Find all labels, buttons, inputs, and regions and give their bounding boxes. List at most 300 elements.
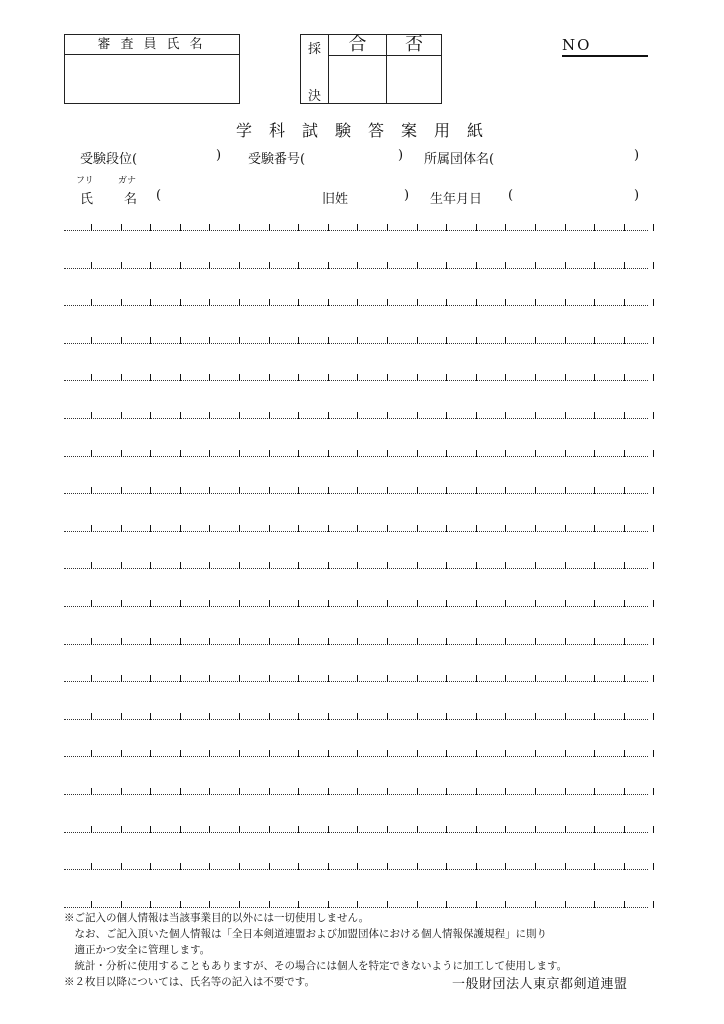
answer-line-tick [535,863,536,870]
answer-line-tick [91,450,92,457]
answer-line-tick [328,337,329,344]
answer-line-tick [357,337,358,344]
name-label-2: 名 [124,192,138,207]
answer-line-tick [121,525,122,532]
answer-line-tick [387,262,388,269]
answer-line-tick [476,412,477,419]
former-name-field[interactable] [352,188,398,205]
answer-line-tick [298,826,299,833]
answer-line-tick [269,750,270,757]
answer-line-tick [298,374,299,381]
answer-line-tick [91,638,92,645]
answer-line-tick [417,638,418,645]
answer-line-tick [357,638,358,645]
answer-line-tick [150,299,151,306]
answer-line-tick [624,600,625,607]
answer-line-tick [417,562,418,569]
answer-line-tick [121,262,122,269]
answer-line-tick [269,450,270,457]
fail-mark-field[interactable] [387,56,441,103]
answer-line-tick [505,901,506,908]
answer-line-tick [594,826,595,833]
answer-line [64,719,648,720]
answer-line-tick [298,750,299,757]
answer-line-tick [505,863,506,870]
answer-line-tick [446,788,447,795]
answer-line-tick [209,337,210,344]
answer-line-tick [328,788,329,795]
answer-line-tick [328,562,329,569]
answer-line-tick [653,713,654,720]
answer-line-tick [180,337,181,344]
answer-line-tick [476,901,477,908]
decision-label-top: 採 [307,42,321,57]
answer-line-tick [239,525,240,532]
answer-line-tick [446,638,447,645]
answer-line-tick [239,600,240,607]
birthdate-label: 生年月日 [430,192,483,207]
answer-line-tick [239,562,240,569]
answer-line-tick [328,826,329,833]
answer-line-tick [91,525,92,532]
answer-line-tick [328,487,329,494]
answer-line-tick [594,901,595,908]
answer-line-tick [269,299,270,306]
answer-line-tick [180,412,181,419]
answer-line-tick [357,788,358,795]
answer-line-tick [209,299,210,306]
answer-line-tick [328,713,329,720]
answer-line-tick [150,713,151,720]
answer-line-tick [387,562,388,569]
answer-line-tick [653,562,654,569]
answer-line-tick [357,901,358,908]
answer-line-tick [417,750,418,757]
answer-line [64,568,648,569]
answer-line-tick [357,750,358,757]
privacy-note-3: 適正かつ安全に管理します。 [64,944,211,956]
answer-line-tick [298,299,299,306]
answer-line-tick [417,600,418,607]
answer-line [64,644,648,645]
answer-line-tick [269,713,270,720]
answer-line-tick [209,713,210,720]
answer-line-tick [239,638,240,645]
answer-line-tick [209,750,210,757]
answer-line-tick [150,600,151,607]
answer-line [64,343,648,344]
grade-close: ) [216,148,222,163]
answer-line-tick [180,374,181,381]
answer-line-tick [505,224,506,231]
answer-line-tick [653,337,654,344]
answer-line [64,606,648,607]
answer-line-tick [535,638,536,645]
answer-line-tick [653,450,654,457]
answer-line-tick [476,262,477,269]
answer-line-tick [624,224,625,231]
answer-line-tick [387,788,388,795]
answer-line-tick [239,826,240,833]
answer-line-tick [357,600,358,607]
answer-line-tick [180,901,181,908]
answer-line-tick [653,262,654,269]
answer-line-tick [209,412,210,419]
answer-line-tick [624,863,625,870]
answer-line-tick [269,600,270,607]
answer-line-tick [535,901,536,908]
answer-line-tick [91,262,92,269]
answer-line-tick [298,337,299,344]
answer-line-tick [624,374,625,381]
answer-line-tick [535,525,536,532]
answer-line-tick [91,374,92,381]
answer-line-tick [209,224,210,231]
answer-line-tick [476,374,477,381]
answer-line-tick [298,487,299,494]
answer-line-tick [417,337,418,344]
answer-line-tick [209,525,210,532]
answer-line-tick [594,299,595,306]
answer-line-tick [121,450,122,457]
answer-line [64,493,648,494]
answer-line-tick [150,901,151,908]
answer-line-tick [91,224,92,231]
answer-line-tick [357,412,358,419]
answer-line-tick [624,487,625,494]
answer-line-tick [150,374,151,381]
answer-line-tick [239,788,240,795]
name-field[interactable] [166,188,316,205]
answer-line-tick [505,374,506,381]
answer-line-tick [357,224,358,231]
answer-line-tick [594,788,595,795]
answer-line-tick [476,299,477,306]
answer-line-tick [387,487,388,494]
answer-line-tick [505,675,506,682]
examiner-name-field[interactable] [65,56,239,103]
answer-line-tick [150,675,151,682]
furigana-label-2: ガナ [118,176,137,186]
former-name-label: 旧姓 [322,192,349,207]
answer-line-tick [565,525,566,532]
answer-line-tick [150,863,151,870]
answer-line-tick [594,713,595,720]
answer-line-tick [565,262,566,269]
answer-line-tick [298,450,299,457]
answer-line [64,418,648,419]
answer-line-tick [565,863,566,870]
answer-line-tick [328,450,329,457]
answer-line-tick [239,262,240,269]
answer-line-tick [328,412,329,419]
answer-line-tick [594,525,595,532]
answer-line-tick [91,788,92,795]
second-sheet-note: ※２枚目以降については、氏名等の記入は不要です。 [64,976,315,988]
answer-line-tick [180,525,181,532]
answer-line-tick [387,713,388,720]
answer-line-tick [357,713,358,720]
answer-line-tick [298,788,299,795]
answer-line-tick [209,675,210,682]
answer-line-tick [121,675,122,682]
answer-line-tick [150,487,151,494]
answer-line-tick [91,562,92,569]
answer-line-tick [446,374,447,381]
answer-line-tick [121,374,122,381]
pass-mark-field[interactable] [329,56,386,103]
answer-line-tick [476,337,477,344]
answer-line-tick [91,901,92,908]
answer-line-tick [446,525,447,532]
answer-line-tick [180,788,181,795]
answer-line-tick [91,713,92,720]
answer-line-tick [357,262,358,269]
decision-box [300,34,442,104]
answer-line-tick [653,826,654,833]
answer-line-tick [446,750,447,757]
answer-line-tick [565,562,566,569]
answer-line-tick [121,600,122,607]
answer-line-tick [239,750,240,757]
answer-line-tick [535,374,536,381]
answer-line-tick [565,374,566,381]
answer-line-tick [446,337,447,344]
answer-line-tick [535,299,536,306]
answer-line-tick [239,675,240,682]
answer-line-tick [653,675,654,682]
answer-line-tick [387,374,388,381]
answer-line-tick [121,299,122,306]
answer-line-tick [121,788,122,795]
answer-line-tick [417,299,418,306]
answer-line-tick [269,337,270,344]
organization-close: ) [634,148,640,163]
answer-line-tick [653,901,654,908]
answer-line-tick [624,750,625,757]
answer-line-tick [535,450,536,457]
answer-line-tick [209,262,210,269]
answer-line-tick [594,224,595,231]
answer-line-tick [417,262,418,269]
answer-line-tick [387,412,388,419]
answer-line-tick [653,750,654,757]
answer-line-tick [565,299,566,306]
answer-line-tick [446,826,447,833]
answer-line-tick [565,600,566,607]
answer-line-tick [565,675,566,682]
answer-line-tick [91,600,92,607]
answer-line-tick [180,713,181,720]
answer-line-tick [91,337,92,344]
answer-line-tick [298,412,299,419]
answer-line-tick [417,788,418,795]
answer-line-tick [387,638,388,645]
answer-line-tick [180,826,181,833]
answer-line-tick [417,374,418,381]
answer-line [64,756,648,757]
answer-line-tick [180,638,181,645]
answer-line [64,907,648,908]
answer-line-tick [298,675,299,682]
answer-line-tick [387,863,388,870]
answer-line-tick [535,826,536,833]
answer-line-tick [121,826,122,833]
answer-line-tick [328,262,329,269]
answer-line-tick [505,713,506,720]
answer-line-tick [121,713,122,720]
answer-line-tick [446,450,447,457]
answer-line-tick [446,675,447,682]
answer-line-tick [328,901,329,908]
answer-line-tick [269,262,270,269]
answer-line-tick [121,638,122,645]
answer-line-tick [387,337,388,344]
answer-line-tick [91,299,92,306]
answer-line-tick [446,299,447,306]
page-title: 学科試験答案用紙 [235,121,500,140]
answer-line-tick [505,600,506,607]
answer-line-tick [180,299,181,306]
answer-line-tick [505,750,506,757]
answer-line-tick [446,487,447,494]
answer-line-tick [446,562,447,569]
answer-line-tick [565,450,566,457]
answer-line-tick [505,450,506,457]
answer-line-tick [565,713,566,720]
answer-line-tick [505,412,506,419]
answer-line-tick [417,487,418,494]
answer-line-tick [180,450,181,457]
answer-line-tick [594,374,595,381]
answer-line-tick [239,450,240,457]
answer-line-tick [298,262,299,269]
answer-line-tick [594,262,595,269]
furigana-label-1: フリ [76,176,94,186]
answer-line-tick [180,750,181,757]
answer-line-tick [387,600,388,607]
answer-line-tick [476,863,477,870]
answer-line-tick [565,750,566,757]
answer-line-tick [150,224,151,231]
answer-line-tick [505,562,506,569]
answer-line-tick [535,262,536,269]
answer-line-tick [624,337,625,344]
privacy-note-1: ※ご記入の個人情報は当該事業目的以外には一切使用しません。 [64,912,370,924]
answer-line-tick [269,638,270,645]
answer-line [64,305,648,306]
answer-line [64,268,648,269]
answer-line-tick [328,224,329,231]
organization-label: 所属団体名( [424,152,495,167]
answer-line-tick [535,224,536,231]
answer-line-tick [476,562,477,569]
answer-line-tick [417,525,418,532]
answer-line-tick [565,901,566,908]
answer-line-tick [121,337,122,344]
answer-line-tick [298,863,299,870]
answer-line-tick [387,299,388,306]
privacy-note-4: 統計・分析に使用することもありますが、その場合には個人を特定できないように加工して使用します。 [64,960,568,972]
answer-line-tick [505,262,506,269]
answer-line-tick [476,450,477,457]
answer-line-tick [476,750,477,757]
answer-line-tick [476,675,477,682]
answer-line-tick [417,412,418,419]
answer-line-tick [121,224,122,231]
answer-line-tick [387,675,388,682]
answer-line-tick [239,901,240,908]
answer-line-tick [387,450,388,457]
answer-line-tick [91,487,92,494]
answer-line-tick [269,562,270,569]
name-open: ( [156,188,162,203]
answer-line-tick [653,487,654,494]
answer-line-tick [535,412,536,419]
answer-line-tick [150,826,151,833]
sheet-number-field[interactable] [562,55,648,57]
answer-line-tick [328,750,329,757]
answer-line-tick [417,224,418,231]
answer-line-tick [653,863,654,870]
answer-line-tick [387,750,388,757]
answer-line-tick [505,826,506,833]
answer-line-tick [476,600,477,607]
answer-line-tick [328,600,329,607]
answer-line-tick [91,863,92,870]
answer-line-tick [269,675,270,682]
answer-line-tick [594,412,595,419]
answer-line-tick [417,901,418,908]
answer-line [64,531,648,532]
answer-line-tick [298,600,299,607]
answer-line-tick [446,901,447,908]
answer-line-tick [180,562,181,569]
organization-field[interactable] [508,148,630,165]
fail-header: 否 [387,35,441,56]
answer-line-tick [269,863,270,870]
answer-line-tick [91,826,92,833]
grade-field[interactable] [146,148,212,165]
answer-line-tick [121,750,122,757]
answer-line-tick [653,638,654,645]
answer-line-tick [357,826,358,833]
answer-line-tick [653,788,654,795]
answer-line-tick [91,412,92,419]
answer-line-tick [209,562,210,569]
answer-line-tick [624,713,625,720]
answer-line-tick [624,901,625,908]
answer-line-tick [209,863,210,870]
answer-line-tick [328,525,329,532]
answer-line-tick [653,412,654,419]
answer-line-tick [209,826,210,833]
answer-line-tick [298,562,299,569]
birthdate-field[interactable] [520,188,628,205]
answer-line-tick [446,600,447,607]
answer-line-tick [565,638,566,645]
answer-line-tick [150,525,151,532]
answer-line-tick [594,562,595,569]
exam-number-field[interactable] [316,148,394,165]
answer-line-tick [387,826,388,833]
answer-line-tick [180,487,181,494]
answer-line-tick [446,262,447,269]
answer-line-tick [535,562,536,569]
answer-line-tick [357,299,358,306]
fail-column [387,35,441,103]
answer-line-tick [624,412,625,419]
